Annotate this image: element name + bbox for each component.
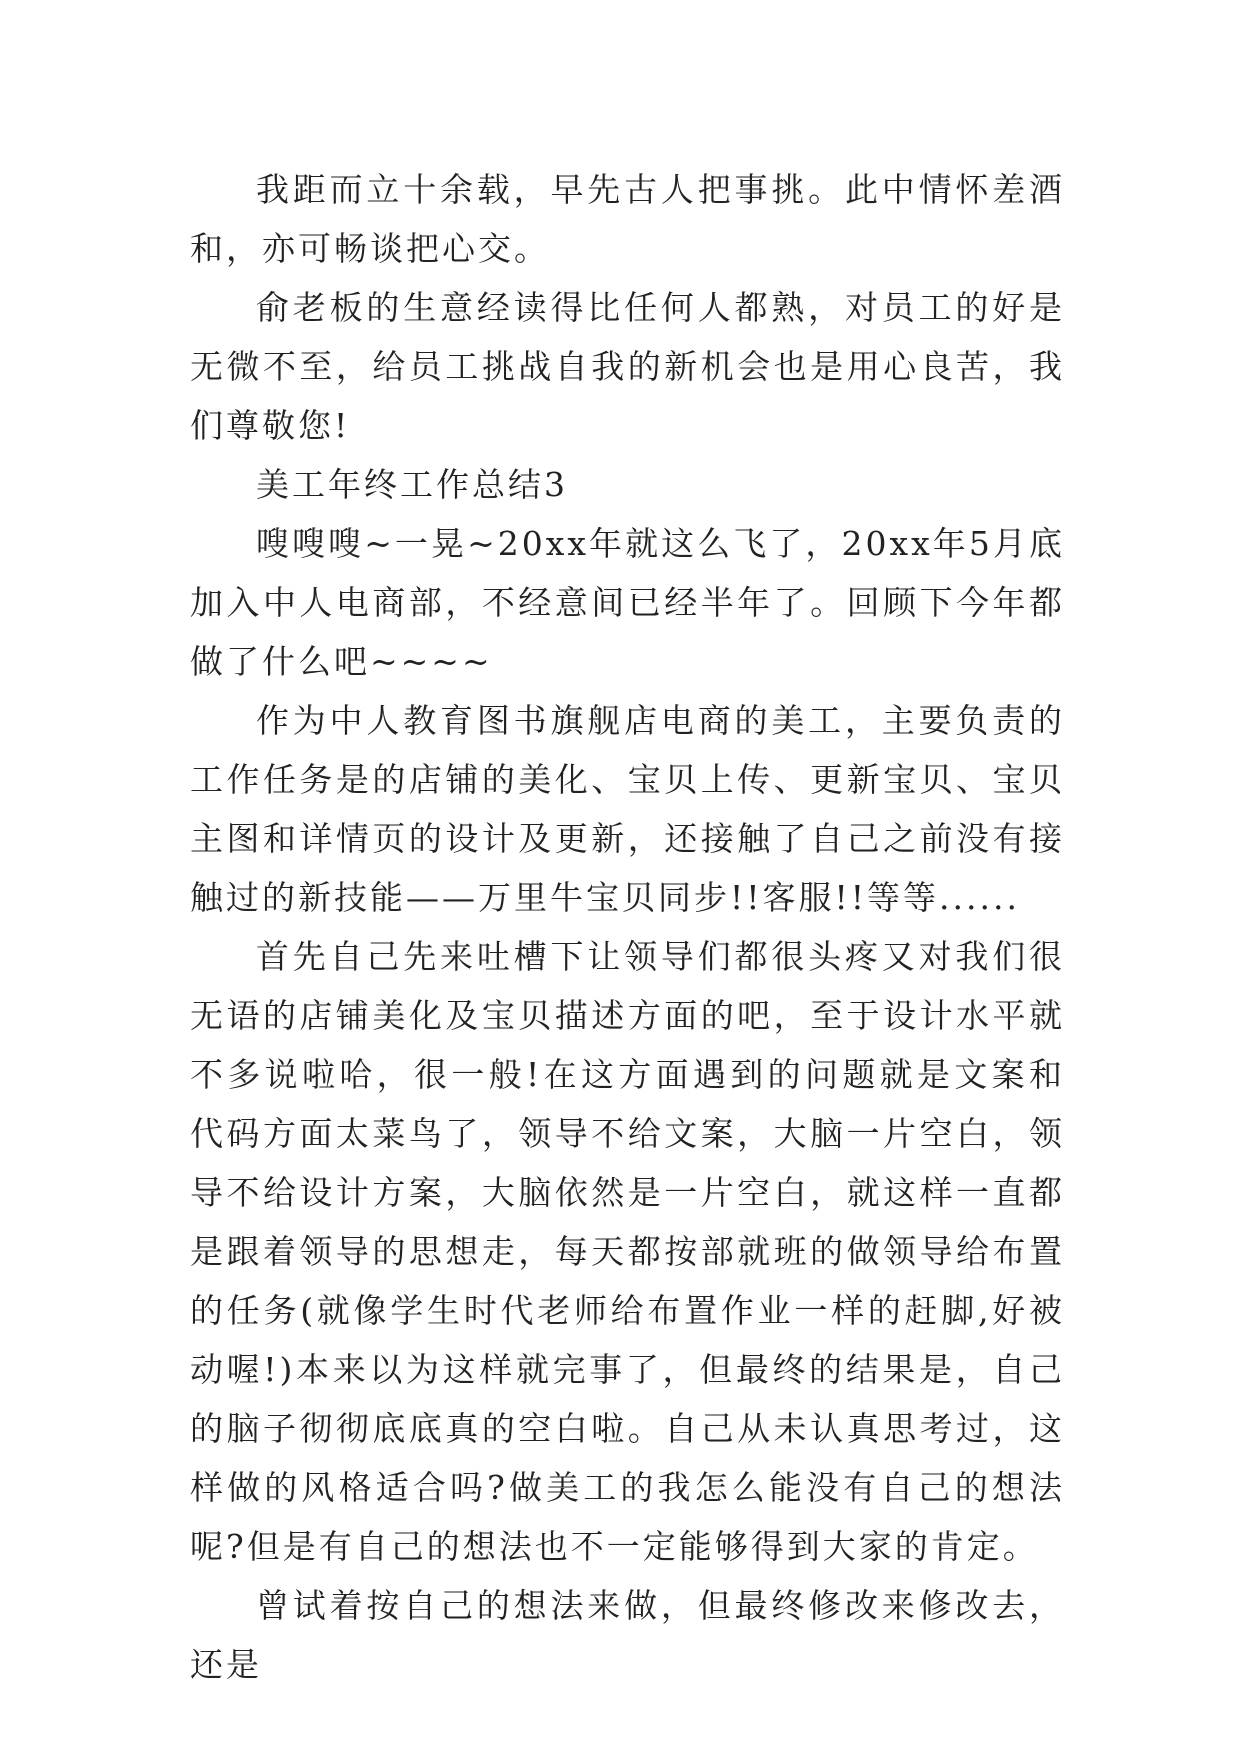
document-body: [190, 160, 1065, 1694]
paragraph-attempt: 曾试着按自己的想法来做，但最终修改来修改去，还是: [190, 1586, 1065, 1684]
section-heading: 美工年终工作总结3: [256, 465, 568, 504]
paragraph-responsibilities: 作为中人教育图书旗舰店电商的美工，主要负责的工作任务是的店铺的美化、宝贝上传、更新宝贝、宝贝主图和详情页的设计及更新，还接触了自己之前没有接触过的新技能——万里牛宝贝同步!!客服!!等等......: [190, 701, 1065, 917]
paragraph-reflection: 首先自己先来吐槽下让领导们都很头疼又对我们很无语的店铺美化及宝贝描述方面的吧，至于设计水平就不多说啦哈，很一般!在这方面遇到的问题就是文案和代码方面太菜鸟了，领导不给文案，大脑一片空白，领导不给设计方案，大脑依然是一片空白，就这样一直都是跟着领导的思想走，每天都按部就班的做领导给布置的任务(就像学生时代老师给布置作业一样的赶脚,好被动喔!)本来以为这样就完事了，但最终的结果是，自己的脑子彻彻底底真的空白啦。自己从未认真思考过，这样做的风格适合吗?做美工的我怎么能没有自己的想法呢?但是有自己的想法也不一定能够得到大家的肯定。: [190, 937, 1065, 1566]
paragraph-poem: 我距而立十余载，早先古人把事挑。此中情怀差酒和，亦可畅谈把心交。: [190, 170, 1065, 268]
paragraph-boss-praise: 俞老板的生意经读得比任何人都熟，对员工的好是无微不至，给员工挑战自我的新机会也是用心良苦，我们尊敬您!: [190, 288, 1065, 445]
paragraph-intro: 嗖嗖嗖~一晃~20xx年就这么飞了，20xx年5月底加入中人电商部，不经意间已经半年了。回顾下今年都做了什么吧~~~~: [190, 524, 1065, 681]
